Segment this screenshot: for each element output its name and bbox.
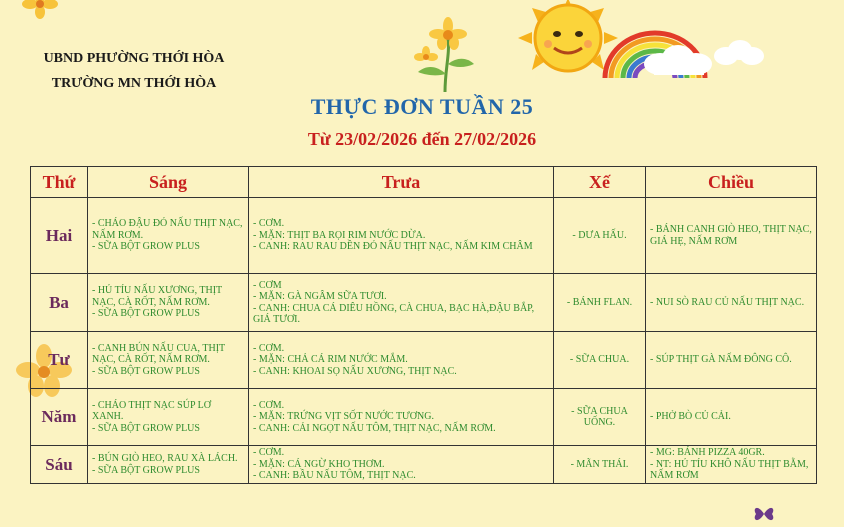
day-cell: Hai bbox=[31, 198, 88, 274]
menu-line: - MG: BÁNH PIZZA 40GR. bbox=[650, 447, 765, 459]
column-header-snack: Xế bbox=[554, 167, 646, 198]
afternoon-cell bbox=[646, 446, 817, 484]
menu-line: - CƠM. bbox=[253, 447, 285, 459]
lunch-cell bbox=[249, 446, 554, 484]
menu-line: - SỮA BỘT GROW PLUS bbox=[92, 365, 200, 377]
menu-line: - CƠM. bbox=[253, 218, 285, 230]
day-cell: Ba bbox=[31, 274, 88, 332]
menu-table bbox=[30, 166, 817, 484]
table-row bbox=[31, 389, 817, 446]
snack-cell bbox=[554, 332, 646, 389]
menu-line: - CHÁO THỊT NẠC SÚP LƠ XANH. bbox=[92, 399, 211, 423]
menu-line: - MẶN: CÁ NGỪ KHO THƠM. bbox=[253, 458, 385, 470]
menu-line: - CANH: KHOAI SỌ NẤU XƯƠNG, THỊT NẠC. bbox=[253, 365, 457, 377]
morning-cell bbox=[88, 198, 249, 274]
menu-line: - CANH: BẦU NẤU TÔM, THỊT NẠC. bbox=[253, 470, 416, 482]
snack-cell bbox=[554, 389, 646, 446]
menu-line: - BÚN GIÒ HEO, RAU XÀ LÁCH. bbox=[92, 453, 238, 464]
day-cell: Sáu bbox=[31, 446, 88, 484]
morning-cell bbox=[88, 274, 249, 332]
menu-line: - PHỞ BÒ CỦ CẢI. bbox=[650, 411, 731, 423]
column-header-day: Thứ bbox=[31, 167, 88, 198]
menu-line: - CƠM. bbox=[253, 342, 285, 354]
menu-line: - CƠM. bbox=[253, 399, 285, 411]
column-header-lunch: Trưa bbox=[249, 167, 554, 198]
ward-name: UBND PHƯỜNG THỚI HÒA bbox=[43, 51, 225, 66]
snack-cell bbox=[554, 274, 646, 332]
menu-line: - NUI SÒ RAU CỦ NẤU THỊT NẠC. bbox=[650, 296, 805, 308]
menu-line: - MÃN THÁI. bbox=[570, 458, 629, 470]
menu-line: - CƠM bbox=[253, 279, 282, 291]
menu-line: - CANH: CẢI NGỌT NẤU TÔM, THỊT NẠC, NẤM RƠM. bbox=[253, 422, 496, 434]
snack-cell bbox=[554, 446, 646, 484]
lunch-cell bbox=[249, 198, 554, 274]
menu-line: - SỮA CHUA UỐNG. bbox=[571, 405, 628, 428]
page-title: THỰC ĐƠN TUẦN 25 bbox=[310, 94, 534, 119]
column-header-morning: Sáng bbox=[88, 167, 249, 198]
morning-cell bbox=[88, 332, 249, 389]
menu-line: - SỮA CHUA. bbox=[569, 354, 630, 366]
table-row bbox=[31, 446, 817, 484]
day-cell: Tư bbox=[31, 332, 88, 389]
menu-line: - SỮA BỘT GROW PLUS bbox=[92, 464, 200, 476]
morning-cell bbox=[88, 446, 249, 484]
snack-cell bbox=[554, 198, 646, 274]
menu-line: - SÚP THỊT GÀ NẤM ĐÔNG CÔ. bbox=[650, 354, 792, 366]
flower-icon bbox=[410, 14, 480, 92]
column-header-afternoon: Chiều bbox=[646, 167, 817, 198]
afternoon-cell bbox=[646, 332, 817, 389]
menu-line: - MẶN: CHẢ CÁ RIM NƯỚC MẮM. bbox=[253, 354, 408, 366]
school-name: TRƯỜNG MN THỚI HÒA bbox=[51, 76, 217, 91]
school-header bbox=[28, 46, 240, 96]
afternoon-cell bbox=[646, 198, 817, 274]
date-range: Từ 23/02/2026 đến 27/02/2026 bbox=[307, 129, 537, 149]
afternoon-cell bbox=[646, 274, 817, 332]
lunch-cell bbox=[249, 389, 554, 446]
menu-line: - SỮA BỘT GROW PLUS bbox=[92, 422, 200, 434]
flower-icon bbox=[20, 0, 60, 20]
menu-line: - BÁNH CANH GIÒ HEO, THỊT NẠC, GIÁ HẸ, NẤM RƠM bbox=[650, 224, 812, 247]
cloud-icon bbox=[712, 38, 766, 66]
menu-line: - CHÁO ĐẬU ĐỎ NẤU THỊT NẠC, NẤM RƠM. bbox=[92, 218, 243, 241]
menu-line: - DƯA HẤU. bbox=[572, 229, 627, 241]
menu-line: - CANH: CHUA CÁ DIÊU HỒNG, CÀ CHUA, BẠC HÀ,ĐẬU BẮP, GIÁ TƯƠI. bbox=[253, 302, 535, 325]
table-header-row bbox=[31, 167, 817, 198]
table-row bbox=[31, 198, 817, 274]
menu-line: - MẶN: THỊT BA RỌI RIM NƯỚC DỪA. bbox=[253, 229, 426, 241]
menu-line: - CANH BÚN NẤU CUA, THỊT NẠC, CÀ RỐT, NẤM RƠM. bbox=[92, 342, 225, 366]
menu-line: - SỮA BỘT GROW PLUS bbox=[92, 308, 200, 320]
morning-cell bbox=[88, 389, 249, 446]
day-cell: Năm bbox=[31, 389, 88, 446]
table-row bbox=[31, 332, 817, 389]
menu-line: - HỦ TÍU NẤU XƯƠNG, THỊT NẠC, CÀ RỐT, NẤM RƠM. bbox=[92, 285, 222, 308]
sun-icon bbox=[514, 0, 622, 80]
table-row bbox=[31, 274, 817, 332]
lunch-cell bbox=[249, 332, 554, 389]
afternoon-cell bbox=[646, 389, 817, 446]
butterfly-icon bbox=[752, 504, 776, 524]
menu-line: - BÁNH FLAN. bbox=[566, 296, 633, 308]
menu-line: - NT: HỦ TÍU KHÔ NẤU THỊT BẰM, NẤM RƠM bbox=[650, 458, 809, 482]
menu-line: - CANH: RAU RAU DỀN ĐỎ NẤU THỊT NẠC, NẤM KIM CHÂM bbox=[253, 241, 533, 253]
menu-line: - MẶN: GÀ NGÂM SỮA TƯƠI. bbox=[253, 291, 387, 302]
menu-line: - SỮA BỘT GROW PLUS bbox=[92, 241, 200, 253]
menu-line: - MẶN: TRỨNG VỊT SỐT NƯỚC TƯƠNG. bbox=[253, 411, 434, 423]
cloud-icon bbox=[640, 42, 720, 76]
lunch-cell bbox=[249, 274, 554, 332]
